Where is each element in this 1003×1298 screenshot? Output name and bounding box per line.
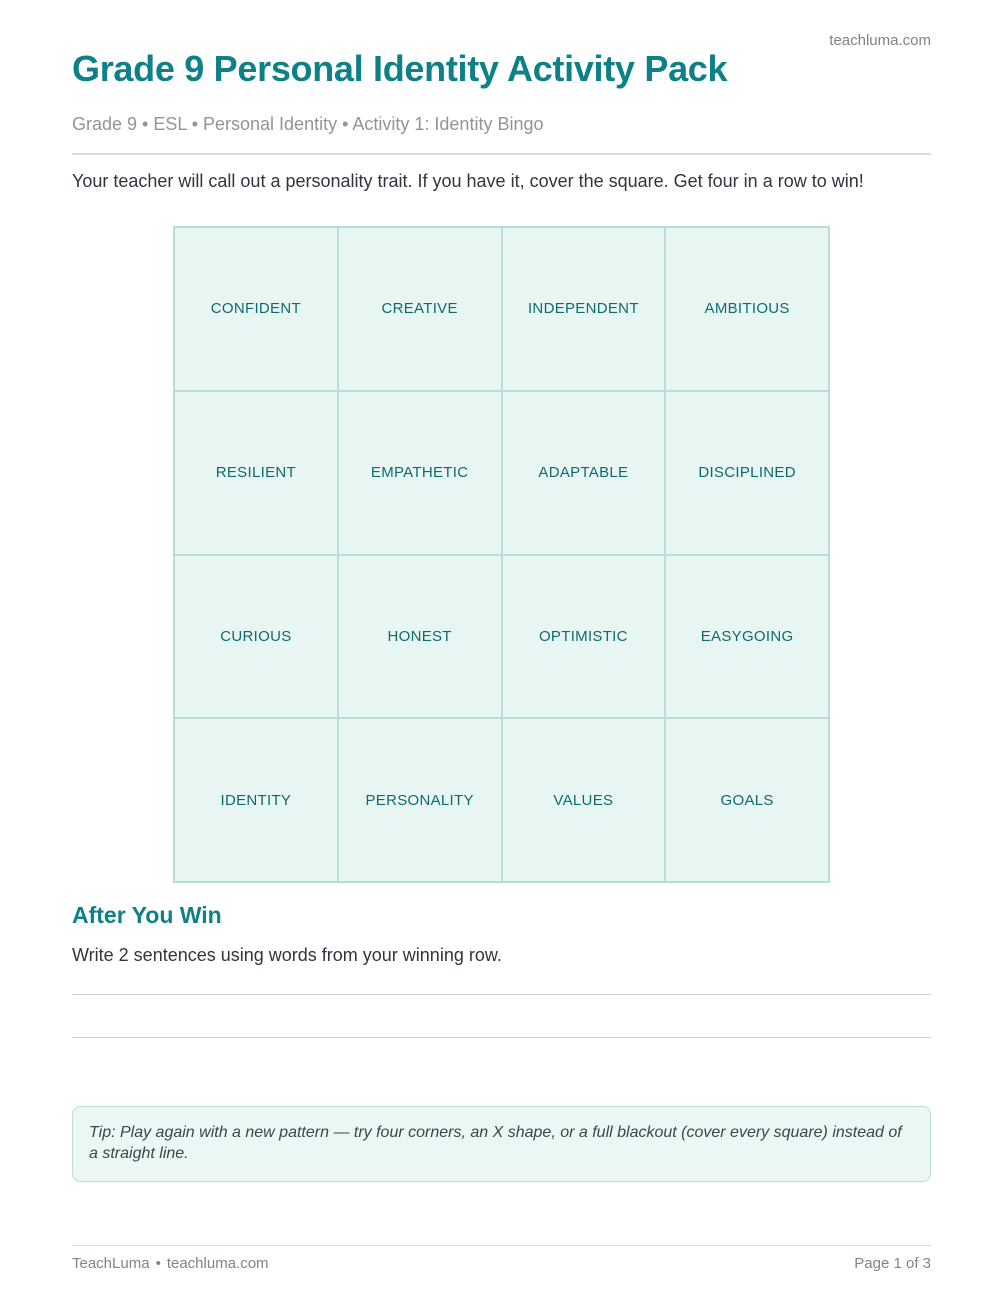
bingo-cell[interactable]: AMBITIOUS — [665, 227, 829, 391]
bingo-cell[interactable]: VALUES — [502, 718, 666, 882]
bingo-cell[interactable]: ADAPTABLE — [502, 391, 666, 555]
bingo-cell[interactable]: DISCIPLINED — [665, 391, 829, 555]
footer-site: teachluma.com — [166, 1255, 269, 1272]
after-win-heading: After You Win — [72, 902, 222, 928]
footer-brand-name: TeachLuma — [72, 1255, 150, 1272]
bingo-cell[interactable]: CURIOUS — [174, 555, 338, 719]
bingo-cell[interactable]: OPTIMISTIC — [502, 555, 666, 719]
footer-separator: • — [155, 1255, 161, 1272]
bingo-cell[interactable]: PERSONALITY — [338, 718, 502, 882]
bingo-cell[interactable]: INDEPENDENT — [502, 227, 666, 391]
bingo-cell[interactable]: IDENTITY — [174, 718, 338, 882]
page-number: Page 1 of 3 — [854, 1255, 931, 1272]
tip-text: Tip: Play again with a new pattern — try four corners, an X shape, or a full blackout (cover every square) instead of a straight line. — [89, 1124, 902, 1162]
bingo-cell[interactable]: EMPATHETIC — [338, 391, 502, 555]
bingo-cell[interactable]: GOALS — [665, 718, 829, 882]
tip-box — [72, 1106, 931, 1182]
bingo-cell[interactable]: CONFIDENT — [174, 227, 338, 391]
page-title: Grade 9 Personal Identity Activity Pack — [72, 48, 728, 89]
footer-divider — [72, 1245, 931, 1246]
header-divider — [72, 153, 931, 155]
writing-line-1[interactable] — [72, 994, 931, 995]
bingo-grid — [173, 226, 830, 883]
breadcrumb: Grade 9 • ESL • Personal Identity • Activity 1: Identity Bingo — [72, 114, 544, 134]
writing-line-2[interactable] — [72, 1037, 931, 1038]
header-brand: teachluma.com — [829, 32, 931, 49]
footer-brand — [72, 1255, 269, 1272]
bingo-cell[interactable]: CREATIVE — [338, 227, 502, 391]
after-win-instructions: Write 2 sentences using words from your winning row. — [72, 945, 502, 965]
activity-instructions: Your teacher will call out a personality trait. If you have it, cover the square. Get four in a row to win! — [72, 171, 864, 191]
bingo-cell[interactable]: RESILIENT — [174, 391, 338, 555]
bingo-cell[interactable]: HONEST — [338, 555, 502, 719]
bingo-cell[interactable]: EASYGOING — [665, 555, 829, 719]
